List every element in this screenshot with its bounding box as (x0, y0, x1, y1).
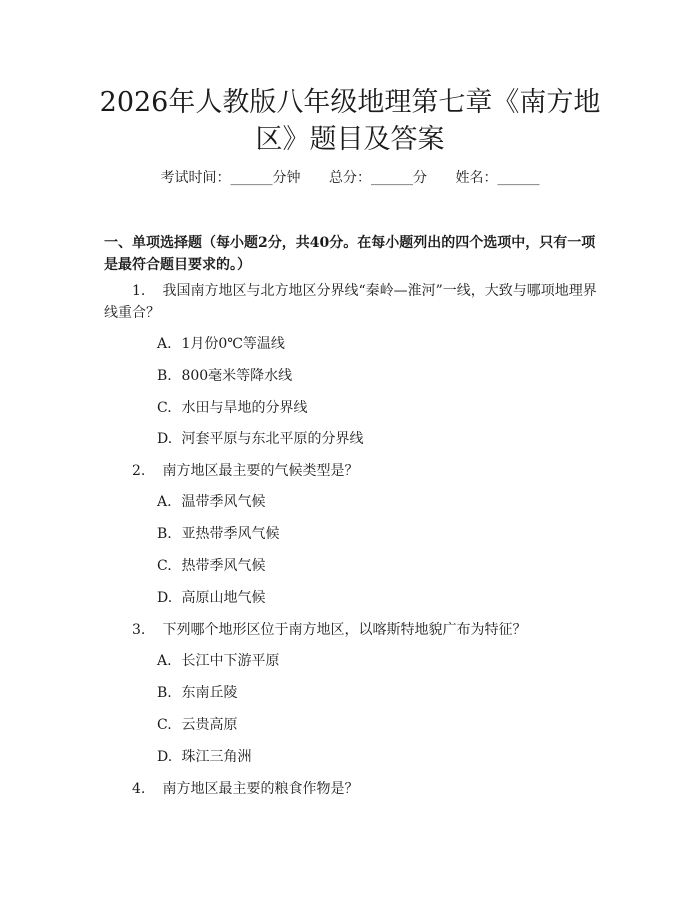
question-number: 4. (132, 781, 146, 797)
q1-option-a (157, 334, 597, 354)
option-letter: B. (157, 685, 172, 701)
option-letter: C. (157, 717, 172, 733)
q1-option-d (157, 429, 597, 449)
option-letter: B. (157, 368, 172, 384)
question-number: 3. (132, 622, 146, 638)
option-text: 亚热带季风气候 (181, 526, 280, 542)
question-number: 2. (132, 463, 146, 479)
question-2 (104, 460, 600, 482)
option-letter: A. (157, 494, 172, 510)
section-heading: 一、单项选择题（每小题2分，共40分。在每小题列出的四个选项中，只有一项是最符合题目要求的。） (104, 235, 596, 273)
option-letter: C. (157, 558, 172, 574)
document-title: 2026年人教版八年级地理第七章《南方地区》题目及答案 (99, 87, 601, 155)
question-text: 下列哪个地形区位于南方地区，以喀斯特地貌广布为特征？ (162, 622, 527, 638)
q2-option-d (157, 588, 597, 608)
question-3 (104, 619, 600, 641)
question-1 (104, 280, 600, 324)
option-text: 长江中下游平原 (181, 653, 280, 669)
option-text: 温带季风气候 (181, 494, 266, 510)
option-text: 东南丘陵 (181, 685, 238, 701)
exam-meta (0, 168, 700, 188)
option-letter: D. (157, 749, 173, 765)
total-score-field: 总分：______分 (329, 170, 427, 186)
option-text: 河套平原与东北平原的分界线 (181, 431, 364, 447)
option-letter: B. (157, 526, 172, 542)
q3-option-b (157, 683, 597, 703)
q3-option-d (157, 747, 597, 767)
student-name-field: 姓名：______ (455, 170, 540, 186)
q3-option-a (157, 651, 597, 671)
question-text: 南方地区最主要的粮食作物是？ (162, 781, 359, 797)
exam-time-field: 考试时间：______分钟 (160, 170, 301, 186)
option-letter: A. (157, 336, 172, 352)
q2-option-c (157, 556, 597, 576)
option-text: 水田与旱地的分界线 (181, 400, 308, 416)
q1-option-c (157, 398, 597, 418)
option-letter: C. (157, 400, 172, 416)
question-text: 南方地区最主要的气候类型是？ (162, 463, 359, 479)
question-4 (104, 778, 600, 800)
q3-option-c (157, 715, 597, 735)
question-text: 我国南方地区与北方地区分界线“秦岭—淮河”一线，大致与哪项地理界线重合？ (104, 283, 597, 321)
option-letter: D. (157, 590, 173, 606)
q2-option-b (157, 524, 597, 544)
option-letter: A. (157, 653, 172, 669)
question-number: 1. (132, 283, 146, 299)
option-text: 800毫米等降水线 (181, 368, 293, 384)
option-text: 珠江三角洲 (181, 749, 252, 765)
option-text: 云贵高原 (181, 717, 238, 733)
q1-option-b (157, 366, 597, 386)
option-text: 热带季风气候 (181, 558, 266, 574)
option-text: 1月份0℃等温线 (181, 336, 285, 352)
option-text: 高原山地气候 (181, 590, 266, 606)
option-letter: D. (157, 431, 173, 447)
q2-option-a (157, 492, 597, 512)
